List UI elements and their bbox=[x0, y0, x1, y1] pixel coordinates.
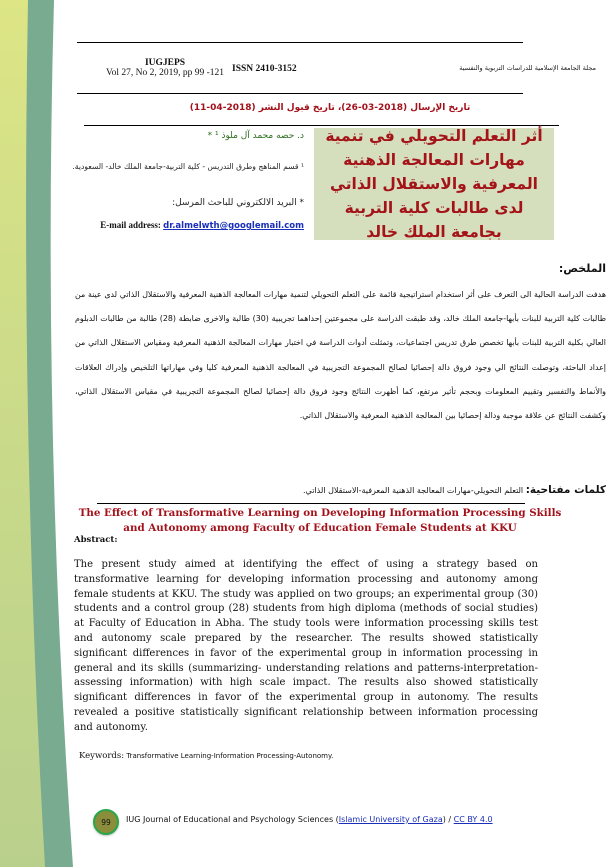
license-link[interactable]: CC BY 4.0 bbox=[453, 815, 493, 824]
email-label-arabic: * البريد الالكتروني للباحث المرسل: bbox=[172, 198, 304, 208]
page-number-badge: 99 bbox=[93, 809, 119, 835]
english-title: The Effect of Transformative Learning on Developing Information Processing Skills and Autonomy among Faculty of Education Female Students at KKU bbox=[78, 507, 562, 534]
arabic-keywords-text: التعلم التحويلي-مهارات المعالجة الذهنية المعرفية-الاستقلال الذاتي. bbox=[303, 486, 524, 495]
volume-info: Vol 27, No 2, 2019, pp 99 -121 bbox=[105, 68, 225, 78]
journal-code: IUGJEPS bbox=[144, 58, 186, 68]
english-keywords bbox=[79, 751, 333, 761]
header-rule bbox=[77, 93, 523, 94]
author-affiliation: ¹ قسم المناهج وطرق التدريس - كلية التربية-جامعة الملك خالد- السعودية. bbox=[72, 162, 304, 171]
arabic-title-box bbox=[314, 128, 554, 240]
arabic-title: أثر التعلم التحويلي في تنمية مهارات المعالجة الذهنية المعرفية والاستقلال الذاتي لدى طالبات كلية التربية بجامعة الملك خالد bbox=[325, 127, 543, 241]
submission-dates: تاريخ الإرسال (2018-03-26)، تاريخ قبول النشر (2018-04-11) bbox=[189, 103, 471, 113]
footer-separator: ) / bbox=[442, 815, 454, 824]
email-link[interactable]: dr.almelwth@googlemail.com bbox=[163, 221, 304, 231]
footer-journal: IUG Journal of Educational and Psychology Sciences ( bbox=[126, 815, 339, 824]
arabic-keywords-label: كلمات مفتاحية: bbox=[525, 484, 606, 496]
author-name: د. حصه محمد آل ملوذ ¹ * bbox=[207, 131, 304, 141]
english-keywords-text: Transformative Learning-Information Processing-Autonomy. bbox=[126, 752, 334, 760]
english-abstract-text: The present study aimed at identifying the effect of using a strategy based on transformative learning for developing information processing and autonomy among female students at KKU. The study was applied on two groups; an experimental group (30) students and a control group (28) students from high diploma (methods of social studies) at Faculty of Education in Abha. The study tools were information processing skills test and autonomy scale prepared by the researcher. The results showed statistically significant differences in favor of the experimental group in information processing in general and its skills (summarizing- understanding relations and patterns-interpretation-assessing information) with high scale impact. The results also showed statistically significant differences in favor of the experimental group in autonomy. The results revealed a positive statistically significant relationship between information processing and autonomy. bbox=[74, 559, 538, 733]
english-section-rule bbox=[97, 503, 525, 504]
english-abstract-heading: Abstract: bbox=[74, 535, 118, 545]
decorative-side-bands bbox=[0, 0, 90, 867]
email-label: E-mail address: bbox=[100, 220, 161, 230]
arabic-abstract-heading: الملخص: bbox=[558, 262, 606, 275]
arabic-keywords bbox=[160, 484, 606, 496]
english-keywords-label: Keywords: bbox=[79, 751, 125, 761]
arabic-abstract-text: هدفت الدراسة الحالية الى التعرف على أثر استخدام استراتيجية قائمة على التعلم التحويلي لتنمية مهارات المعالجة الذهنية المعرفية والاستقلال الذاتي لدى عينة من طالبات كلية التربية للبنات بأبها-جامعة الملك خالد، وقد طبقت الدراسة على مجموعتين إحداهما تجريبية (30) طالبة والاخرى ضابطة (28) طالبة من طالبات الدبلوم العالي بكلية التربية للبنات بأبها تخصص طرق تدريس اجتماعيات، وتمثلت أدوات الدراسة في اختبار مهارات المعالجة الذهنية المعرفية ومقياس الاستقلال الذاتي من إعداد الباحثة، وتوصلت النتائج الي وجود فروق دالة إحصائيا لصالح المجموعة التجريبية في المعالجة الذهنية المعرفية كليا وفي مهاراتها التلخيص وإدراك العلاقات والأنماط والتفسير وتقييم المعلومات وبحجم تأثير مرتفع، كما أظهرت النتائج وجود فروق دالة إحصائيا لصالح المجموعة التجريبية في مقياس الاستقلال الذاتي، وكشفت النتائج عن علاقة موجبة ودالة إحصائيا بين المعالجة الذهنية المعرفية والاستقلال الذاتي. bbox=[75, 290, 607, 421]
email-line bbox=[74, 220, 304, 231]
journal-name-arabic: مجلة الجامعة الإسلامية للدراسات التربوية والنفسية bbox=[459, 64, 596, 72]
top-rule bbox=[77, 42, 523, 43]
footer-citation bbox=[126, 815, 493, 824]
issn: ISSN 2410-3152 bbox=[232, 64, 297, 74]
journal-volume-info bbox=[105, 58, 225, 78]
university-link[interactable]: Islamic University of Gaza bbox=[338, 815, 443, 824]
